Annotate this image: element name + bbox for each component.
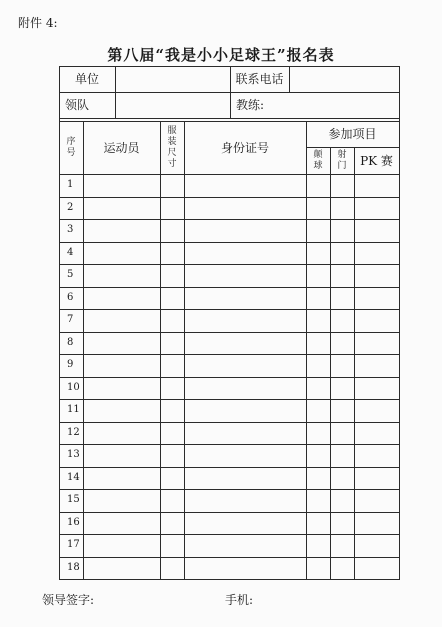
header-shoot (330, 147, 354, 174)
row-number: 6 (67, 291, 74, 303)
row-line (59, 399, 399, 400)
row-line (59, 354, 399, 355)
row-line (59, 264, 399, 265)
header-juggle (306, 147, 330, 174)
header-size-char: 寸 (167, 158, 177, 169)
row-line (59, 467, 399, 468)
row-line (59, 197, 399, 198)
row-line (59, 118, 399, 119)
row-line (59, 219, 399, 220)
attachment-label: 附件 4: (18, 16, 58, 30)
header-seq-char: 序 (66, 136, 76, 147)
row-line (59, 534, 399, 535)
header-juggle-char: 颠 (313, 149, 323, 160)
header-juggle-char: 球 (313, 160, 323, 171)
header-size-char: 尺 (167, 147, 177, 158)
row-number: 18 (67, 561, 80, 573)
col-line (289, 66, 290, 92)
row-number: 2 (67, 201, 74, 213)
mobile-label: 手机: (225, 593, 254, 607)
col-line (184, 121, 185, 579)
phone-label: 联系电话 (235, 72, 284, 86)
header-pk: PK 赛 (360, 153, 393, 168)
col-line (306, 121, 307, 579)
row-number: 10 (67, 381, 80, 393)
row-line (59, 489, 399, 490)
unit-label: 单位 (74, 72, 99, 86)
header-size-char: 服 (167, 125, 177, 136)
row-number: 16 (67, 516, 80, 528)
header-seq-char: 号 (66, 147, 76, 158)
row-line (59, 242, 399, 243)
row-line (59, 174, 399, 175)
col-line (160, 121, 161, 579)
row-number: 1 (67, 179, 74, 191)
row-line (59, 557, 399, 558)
form-title: 第八届“我是小小足球王”报名表 (107, 46, 335, 64)
row-number: 17 (67, 539, 80, 551)
row-line (59, 579, 399, 580)
row-number: 12 (67, 426, 80, 438)
row-number: 5 (67, 269, 74, 281)
header-events: 参加项目 (328, 127, 377, 141)
header-id-number: 身份证号 (220, 140, 269, 155)
row-line (59, 332, 399, 333)
row-number: 15 (67, 494, 80, 506)
row-number: 3 (67, 224, 74, 236)
col-line (354, 147, 355, 579)
leader-signature-label: 领导签字: (42, 593, 95, 607)
row-line (59, 377, 399, 378)
leader-label: 领队 (65, 98, 90, 112)
col-line (330, 147, 331, 579)
row-line (59, 287, 399, 288)
row-number: 7 (67, 314, 74, 326)
header-shoot-char: 射 (337, 149, 347, 160)
header-athlete: 运动员 (103, 140, 140, 155)
row-number: 8 (67, 336, 74, 348)
header-size (160, 121, 184, 174)
header-shoot-char: 门 (337, 160, 347, 171)
row-line (59, 422, 399, 423)
border-right (399, 66, 400, 580)
coach-label: 教练: (236, 98, 265, 112)
row-number: 4 (67, 246, 74, 258)
header-seq (59, 121, 83, 174)
row-line (59, 444, 399, 445)
row-number: 14 (67, 471, 80, 483)
row-number: 9 (67, 359, 74, 371)
row-line (59, 309, 399, 310)
row-line (59, 512, 399, 513)
row-number: 13 (67, 449, 80, 461)
row-number: 11 (67, 404, 80, 416)
header-size-char: 装 (167, 136, 177, 147)
